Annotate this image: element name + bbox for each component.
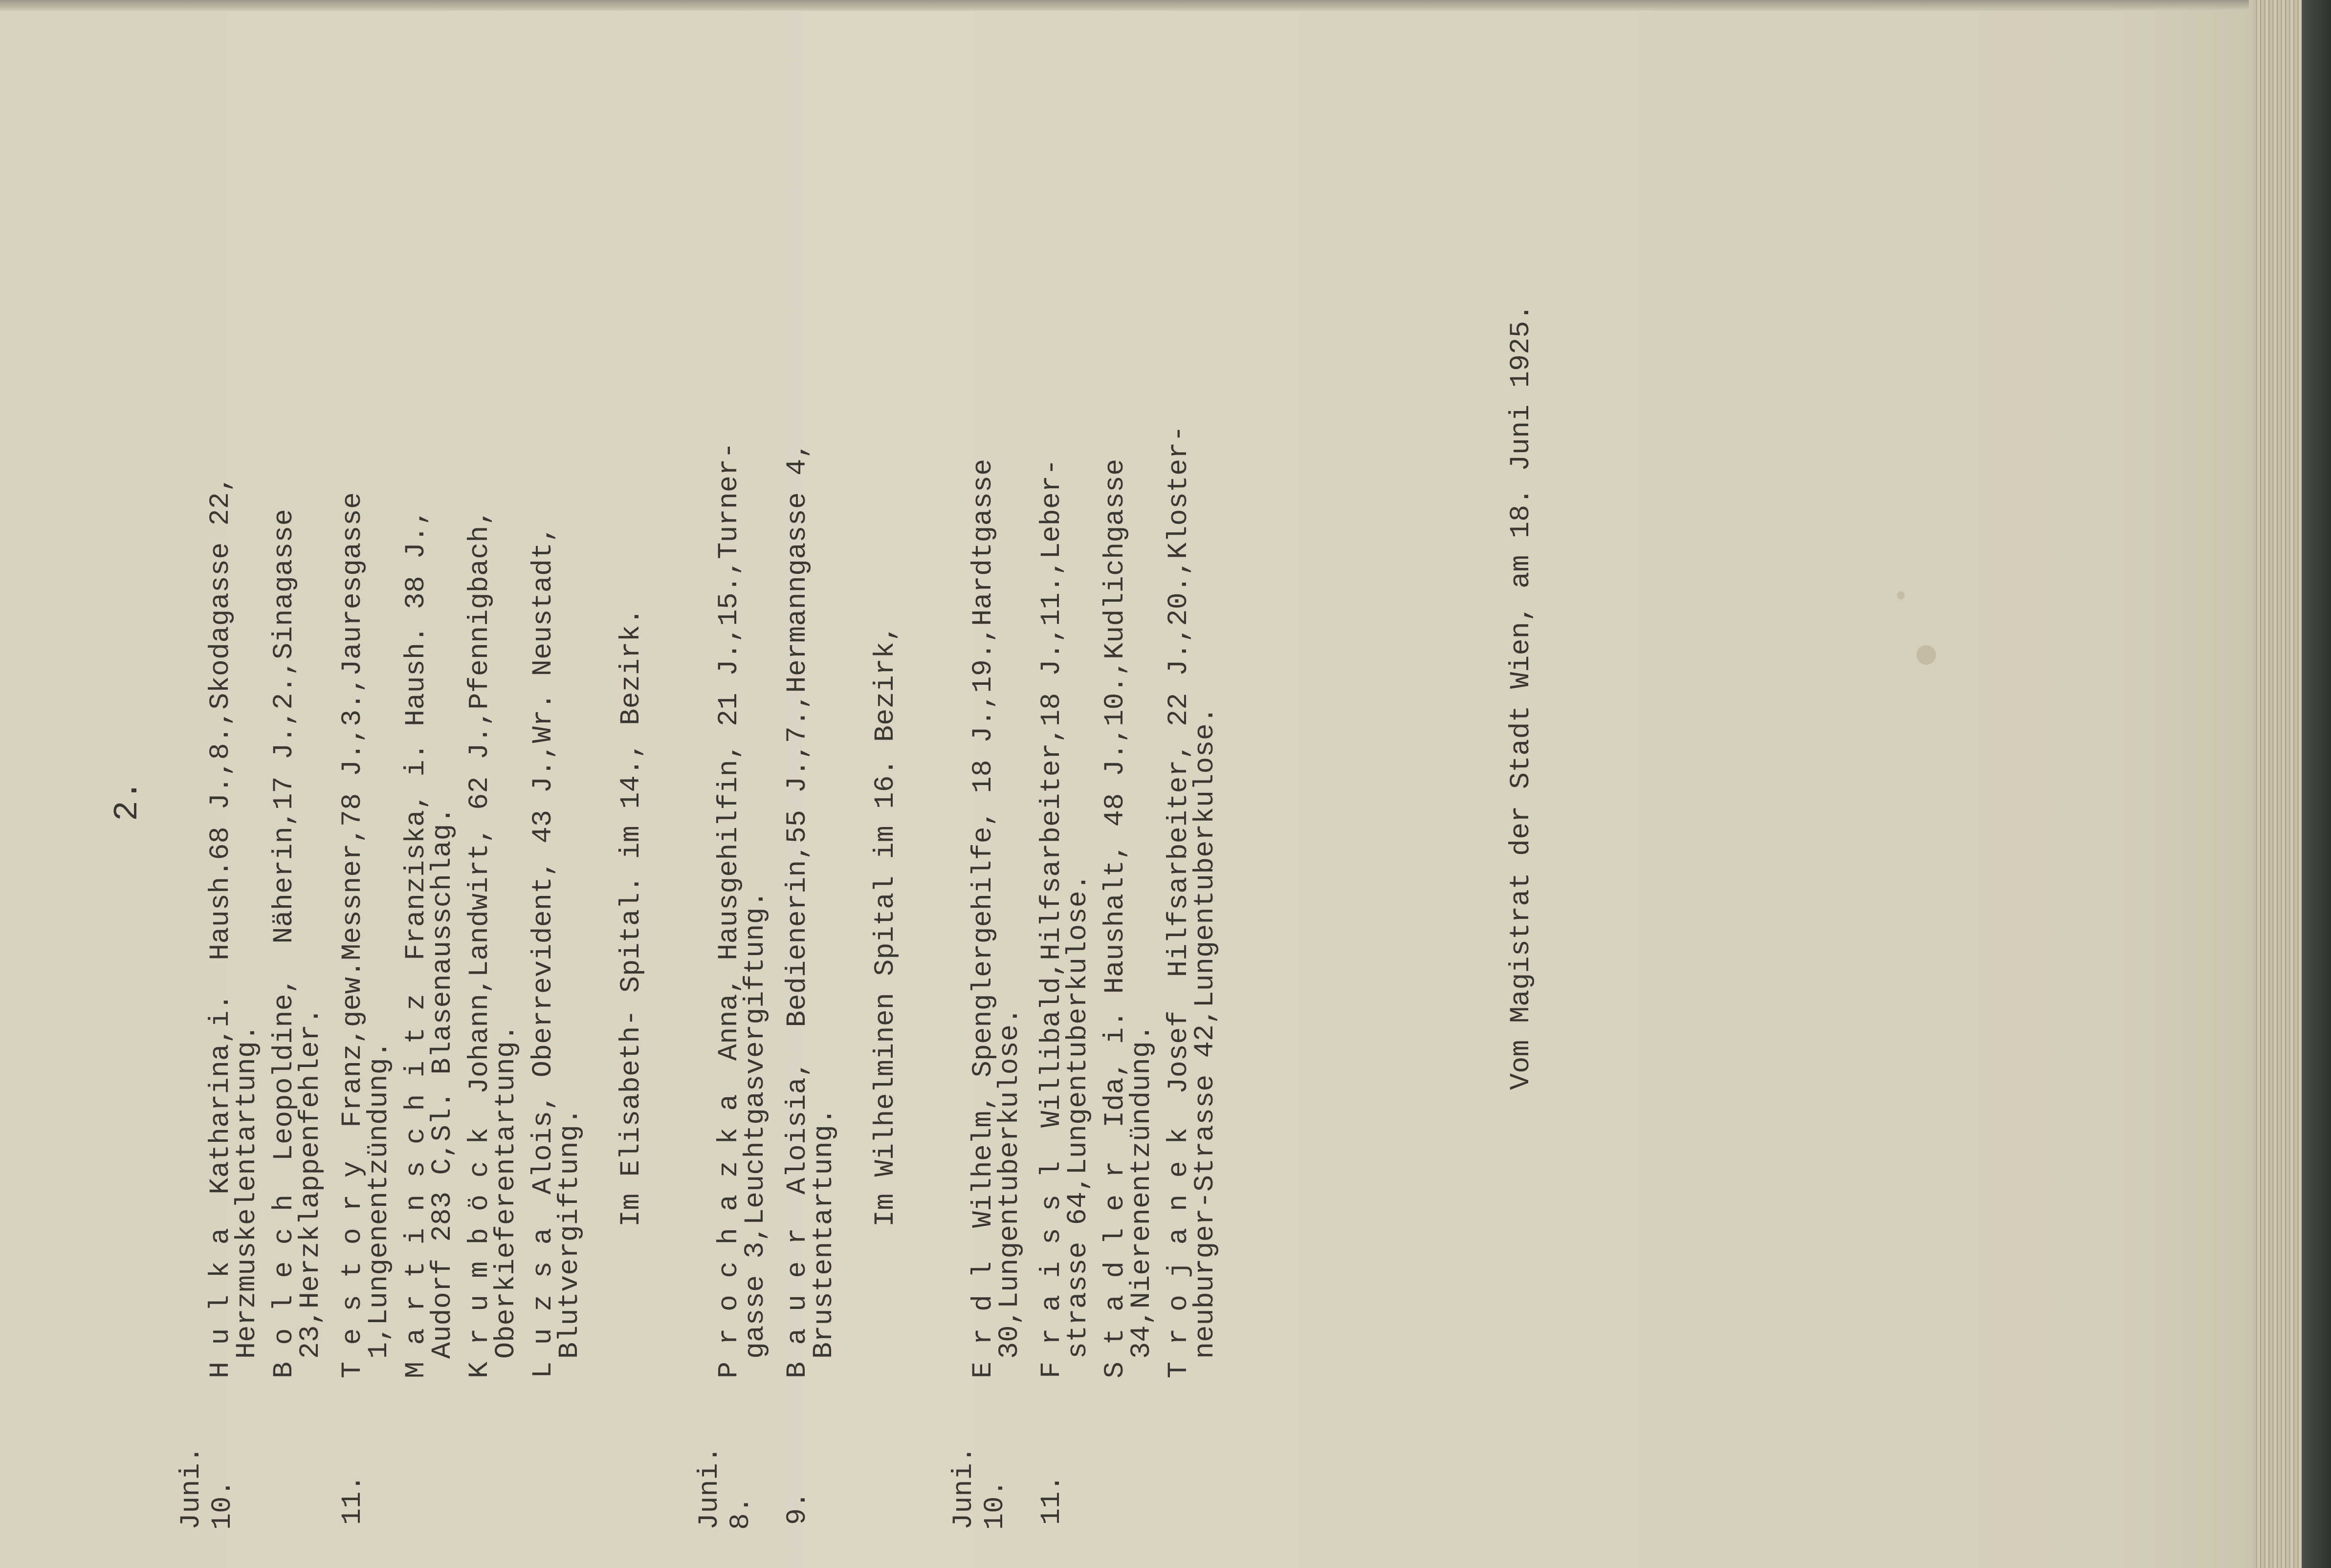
entry-line: Oberkieferentartung.: [491, 1024, 522, 1359]
entry-line: S t a d l e r Ida, i. Haushalt, 48 J.,10.,Kudlichgasse: [1100, 458, 1131, 1378]
binding-edge: [0, 0, 2249, 11]
entry-line: Audorf 283 C,Sl. Blasenausschlag.: [427, 807, 459, 1359]
entry-date: 11.: [1036, 1475, 1068, 1525]
entry-line: 1,Lungenentzündung.: [364, 1041, 395, 1359]
section-heading: Im Wilhelminen Spital im 16. Bezirk,: [870, 625, 902, 1227]
signature-line: Vom Magistrat der Stadt Wien, am 18. Juni 1925.: [1506, 304, 1537, 1090]
book-cover-edge: [2302, 0, 2331, 1568]
entry-line: F r a i s s l Willibald,Hilfsarbeiter,18 J.,11.,Leber-: [1036, 458, 1068, 1378]
date-label: Juni. 8.: [694, 1446, 757, 1530]
entry-line: neuburger-Strasse 42,Lungentuberkulose.: [1190, 706, 1221, 1359]
entry-line: T e s t o r y Franz,gew.Messner,78 J.,3.,Jauresgasse: [337, 492, 369, 1378]
entry-line: K r u m b ö c k Johann,Landwirt, 62 J.,Pfennigbach,: [464, 509, 496, 1378]
entry-line: Herzmuskelentartung.: [232, 1024, 263, 1359]
entry-line: E r d l Wilhelm, Spenglergehilfe, 18 J.,19.,Hardtgasse: [968, 458, 999, 1378]
entry-line: L u z s a Alois, Oberrevident, 43 J.,Wr. Neustadt,: [528, 525, 559, 1378]
entry-line: M a r t i n s c h i t z Franziska, i. Haush. 38 J.,: [401, 509, 432, 1378]
entry-line: 23,Herzklappenfehler.: [295, 1007, 327, 1359]
page-number: 2.: [109, 780, 147, 821]
entry-date: 11.: [337, 1475, 369, 1525]
entry-line: 34,Nierenentzündung.: [1126, 1024, 1158, 1359]
entry-line: P r o c h a z k a Anna, Hausgehilfin, 21 J.,15.,Turner-: [714, 442, 745, 1378]
entry-date: 9.: [782, 1491, 814, 1525]
paper-stain: [1897, 591, 1905, 599]
entry-line: Blutvergiftung.: [554, 1108, 586, 1359]
entry-line: gasse 3,Leuchtgasvergiftung.: [740, 891, 771, 1359]
entry-line: strasse 64,Lungentuberkulose.: [1063, 874, 1094, 1359]
paper-stain: [1916, 645, 1936, 665]
entry-line: T r o j a n e k Josef Hilfsarbeiter, 22 J.,20.,Kloster-: [1164, 425, 1195, 1378]
entry-line: H u l k a Katharina,i. Haush.68 J.,8.,Skodagasse 22,: [205, 475, 237, 1378]
entry-line: B a u e r Aloisia, Bedienerin,55 J.,7.,Hermanngasse 4,: [782, 442, 814, 1378]
section-heading: Im Elisabeth- Spital. im 14., Bezirk.: [616, 608, 647, 1227]
entry-line: 30,Lungentuberkulose.: [994, 1007, 1026, 1359]
typed-text: [64, 64, 1537, 1530]
date-label: Juni. 10.: [948, 1446, 1011, 1530]
entry-line: B o l e c h Leopoldine, Näherin,17 J.,2.,Sinagasse: [269, 509, 300, 1378]
entry-line: Brustentartung.: [809, 1108, 840, 1359]
date-label: Juni. 10.: [176, 1446, 239, 1530]
